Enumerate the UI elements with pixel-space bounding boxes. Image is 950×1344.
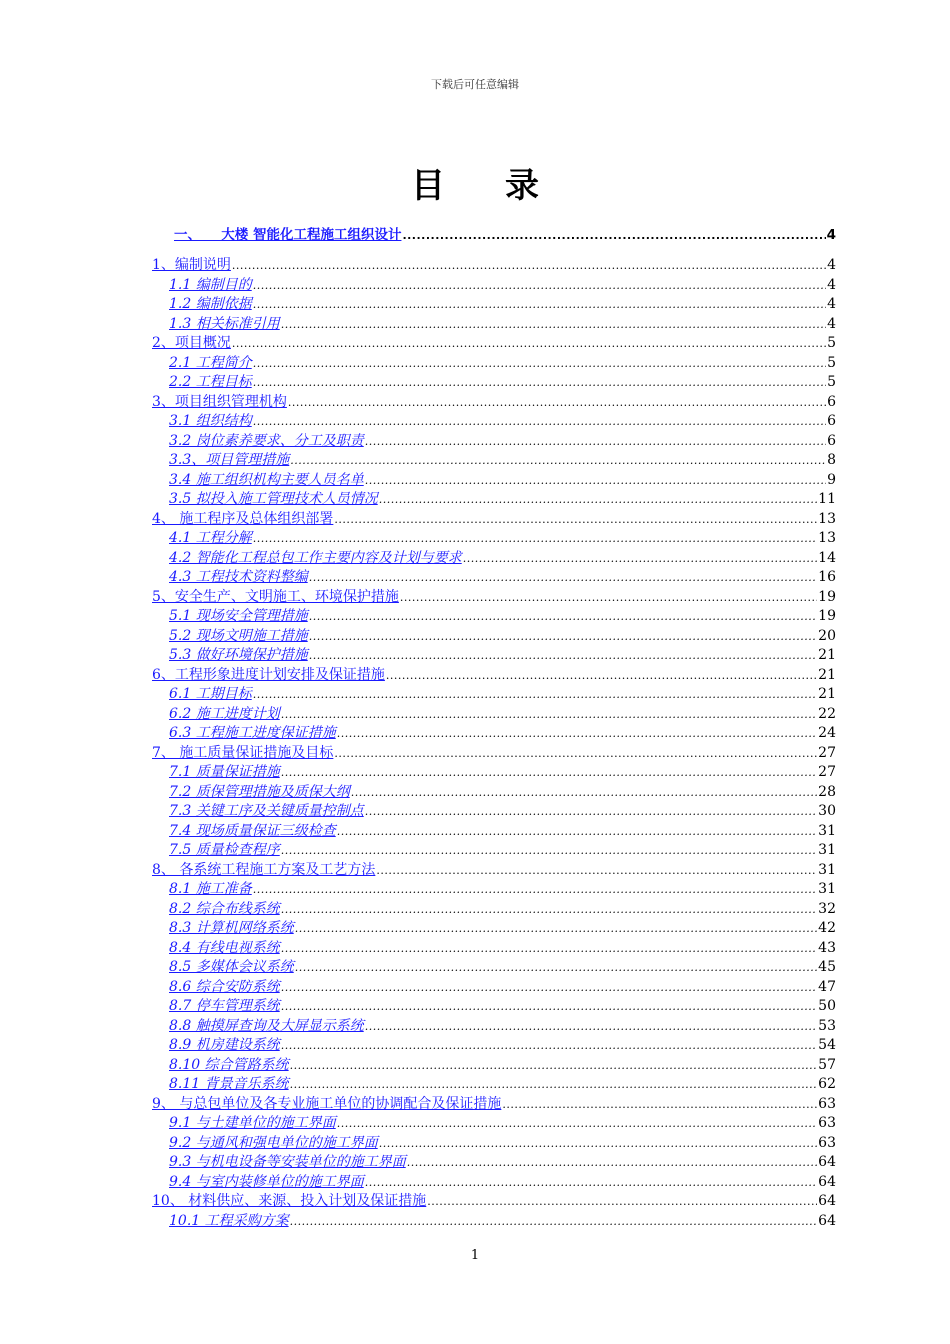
toc-subsection-entry[interactable] <box>152 373 836 393</box>
toc-leader-dots <box>337 724 817 744</box>
toc-subsection-entry[interactable] <box>152 1134 836 1154</box>
toc-entry-page: 64 <box>818 1193 836 1209</box>
toc-entry-label[interactable]: 7.4 现场质量保证三级检查 <box>169 822 336 839</box>
toc-entry-page: 4 <box>827 315 836 332</box>
toc-leader-dots <box>290 451 826 471</box>
toc-section-entry[interactable] <box>152 510 836 530</box>
toc-section-entry[interactable] <box>152 393 836 413</box>
toc-section-entry[interactable] <box>152 1095 836 1115</box>
toc-leader-dots <box>253 412 826 432</box>
toc-leader-dots <box>281 1036 817 1056</box>
toc-entry-label[interactable]: 4、 施工程序及总体组织部署 <box>152 510 334 527</box>
toc-section-entry[interactable] <box>152 334 836 354</box>
toc-subsection-entry[interactable] <box>152 880 836 900</box>
toc-entry-label[interactable]: 8.2 综合布线系统 <box>169 900 280 917</box>
toc-subsection-entry[interactable] <box>152 646 836 666</box>
toc-entry-label[interactable]: 8.10 综合管路系统 <box>169 1056 289 1073</box>
toc-leader-dots <box>281 315 826 335</box>
toc-entry-label[interactable]: 9.4 与室内装修单位的施工界面 <box>169 1173 364 1190</box>
toc-section-entry[interactable] <box>152 861 836 881</box>
toc-entry-label[interactable]: 8.8 触摸屏查询及大屏显示系统 <box>169 1017 364 1034</box>
toc-entry-page: 42 <box>818 920 836 936</box>
toc-entry-label[interactable]: 3.1 组织结构 <box>169 413 252 429</box>
toc-entry-label[interactable]: 3.2 岗位素养要求、分工及职责 <box>169 432 364 449</box>
toc-entry-page: 19 <box>818 608 836 624</box>
page-number: 1 <box>470 1248 480 1263</box>
toc-subsection-entry[interactable] <box>152 1173 836 1193</box>
toc-entry-label[interactable]: 6、工程形象进度计划安排及保证措施 <box>152 666 385 683</box>
toc-leader-dots <box>502 1095 817 1115</box>
toc-subsection-entry[interactable] <box>152 627 836 647</box>
toc-entry-page: 31 <box>818 861 836 878</box>
toc-entry-page: 4 <box>827 296 836 312</box>
toc-subsection-entry[interactable] <box>152 1056 836 1076</box>
toc-subsection-entry[interactable] <box>152 412 836 432</box>
toc-leader-dots <box>309 646 817 666</box>
toc-entry-label[interactable]: 5.1 现场安全管理措施 <box>169 608 308 624</box>
toc-entry-label[interactable]: 1.2 编制依据 <box>169 296 252 312</box>
toc-entry-label[interactable]: 8.7 停车管理系统 <box>169 998 280 1014</box>
toc-entry-page: 32 <box>818 900 836 917</box>
toc-leader-dots <box>253 529 817 549</box>
toc-entry-label[interactable]: 6.2 施工进度计划 <box>169 705 280 722</box>
toc-subsection-entry[interactable] <box>152 295 836 315</box>
toc-entry-label[interactable]: 5.3 做好环境保护措施 <box>169 647 308 663</box>
toc-subsection-entry[interactable] <box>152 783 836 803</box>
toc-entry-page: 27 <box>818 744 836 761</box>
toc-leader-dots <box>365 802 817 822</box>
toc-leader-dots <box>376 861 817 881</box>
toc-leader-dots <box>295 958 817 978</box>
toc-entry-page: 21 <box>818 686 836 702</box>
toc-entry-label[interactable]: 7.5 质量检查程序 <box>169 842 280 858</box>
toc-entry-label[interactable]: 9、 与总包单位及各专业施工单位的协调配合及保证措施 <box>152 1095 502 1112</box>
toc-leader-dots <box>281 763 817 783</box>
toc-entry-page: 31 <box>818 881 836 897</box>
toc-entry-page: 20 <box>818 627 836 644</box>
toc-subsection-entry[interactable] <box>152 724 836 744</box>
toc-leader-dots <box>365 471 826 491</box>
toc-subsection-entry[interactable] <box>152 568 836 588</box>
toc-entry-page: 31 <box>818 822 836 839</box>
toc-subsection-entry[interactable] <box>152 1075 836 1095</box>
toc-entry-page: 21 <box>818 666 836 683</box>
toc-entry-page: 54 <box>818 1037 836 1053</box>
toc-leader-dots <box>253 354 826 374</box>
toc-entry-page: 16 <box>818 569 836 585</box>
toc-subsection-entry[interactable] <box>152 451 836 471</box>
toc-entry-page: 5 <box>827 354 836 371</box>
toc-leader-dots <box>386 666 817 686</box>
toc-subsection-entry[interactable] <box>152 1036 836 1056</box>
toc-subsection-entry[interactable] <box>152 763 836 783</box>
toc-subsection-entry[interactable] <box>152 705 836 725</box>
toc-entry-label[interactable]: 2.2 工程目标 <box>169 374 252 390</box>
toc-section-entry[interactable] <box>152 744 836 764</box>
toc-leader-dots <box>281 997 817 1017</box>
toc-section-entry[interactable] <box>152 588 836 608</box>
toc-entry-page: 22 <box>818 705 836 722</box>
toc-entry-page: 5 <box>827 335 836 351</box>
toc-leader-dots <box>288 393 826 413</box>
toc-subsection-entry[interactable] <box>152 1153 836 1173</box>
toc-leader-dots <box>309 607 817 627</box>
toc-entry-page: 43 <box>818 939 836 956</box>
toc-entry-page: 53 <box>818 1017 836 1034</box>
toc-entry-page: 45 <box>818 959 836 975</box>
toc-entry-label[interactable]: 8.3 计算机网络系统 <box>169 920 294 936</box>
toc-leader-dots <box>379 490 817 510</box>
toc-leader-dots <box>351 783 817 803</box>
toc-subsection-entry[interactable] <box>152 900 836 920</box>
toc-subsection-entry[interactable] <box>152 354 836 374</box>
toc-leader-dots <box>281 705 817 725</box>
toc-entry-page: 63 <box>818 1134 836 1151</box>
toc-subsection-entry[interactable] <box>152 802 836 822</box>
toc-entry-page: 64 <box>818 1212 836 1229</box>
toc-entry-label[interactable]: 8、 各系统工程施工方案及工艺方法 <box>152 861 376 878</box>
toc-subsection-entry[interactable] <box>152 939 836 959</box>
toc-leader-dots <box>290 1212 818 1232</box>
toc-top-entry[interactable] <box>152 226 836 246</box>
toc-entry-page: 6 <box>827 393 836 410</box>
toc-entry-label[interactable]: 8.5 多媒体会议系统 <box>169 959 294 975</box>
toc-entry-label[interactable]: 7.3 关键工序及关键质量控制点 <box>169 803 364 819</box>
toc-entry-label[interactable]: 10、 材料供应、来源、投入计划及保证措施 <box>152 1193 427 1209</box>
toc-entry-page: 14 <box>818 549 836 566</box>
title-char-1: 目 <box>411 166 445 206</box>
toc-leader-dots <box>290 1075 818 1095</box>
toc-entry-label[interactable]: 10.1 工程采购方案 <box>169 1212 289 1229</box>
toc-entry-label[interactable]: 4.3 工程技术资料整编 <box>169 569 308 585</box>
toc-leader-dots <box>281 939 817 959</box>
toc-leader-dots <box>365 1017 817 1037</box>
toc-entry-label[interactable]: 9.3 与机电设备等安装单位的施工界面 <box>169 1154 406 1170</box>
toc-entry-label[interactable]: 8.11 背景音乐系统 <box>169 1076 289 1092</box>
toc-entry-page: 28 <box>818 783 836 800</box>
toc-entry-label[interactable]: 5、安全生产、文明施工、环境保护措施 <box>152 588 399 605</box>
toc-entry-label[interactable]: 8.6 综合安防系统 <box>169 978 280 995</box>
toc-leader-dots <box>253 373 826 393</box>
toc-subsection-entry[interactable] <box>152 822 836 842</box>
toc-entry-label[interactable]: 7.2 质保管理措施及质保大纲 <box>169 783 350 800</box>
toc-subsection-entry[interactable] <box>152 958 836 978</box>
toc-entry-page: 30 <box>818 803 836 819</box>
toc-subsection-entry[interactable] <box>152 841 836 861</box>
toc-entry-page: 13 <box>818 510 836 527</box>
toc-entry-label[interactable]: 2、项目概况 <box>152 335 231 351</box>
toc-entry-page: 6 <box>827 432 836 449</box>
toc-subsection-entry[interactable] <box>152 1212 836 1232</box>
toc-entry-label[interactable]: 6.1 工期目标 <box>169 686 252 702</box>
toc-subsection-entry[interactable] <box>152 529 836 549</box>
toc-entry-page: 27 <box>818 764 836 780</box>
page-title <box>0 158 950 207</box>
toc-entry-page: 6 <box>827 413 836 429</box>
toc-subsection-entry[interactable] <box>152 607 836 627</box>
toc-leader-dots <box>400 588 817 608</box>
toc-leader-dots <box>337 822 817 842</box>
toc-entry-label[interactable]: 1.1 编制目的 <box>169 276 252 293</box>
toc-entry-label[interactable]: 9.1 与土建单位的施工界面 <box>169 1115 336 1131</box>
toc-entry-page: 47 <box>818 978 836 995</box>
toc-top-label[interactable]: 一、 大楼 智能化工程施工组织设计 <box>174 227 402 243</box>
toc-subsection-entry[interactable] <box>152 549 836 569</box>
toc-entry-label[interactable]: 6.3 工程施工进度保证措施 <box>169 725 336 741</box>
toc-leader-dots <box>290 1056 818 1076</box>
toc-entry-label[interactable]: 8.4 有线电视系统 <box>169 939 280 956</box>
toc-entry-page: 8 <box>827 452 836 468</box>
toc-entry-label[interactable]: 7.1 质量保证措施 <box>169 764 280 780</box>
toc-leader-dots <box>365 432 826 452</box>
toc-leader-dots <box>337 1114 817 1134</box>
toc-leader-dots <box>253 685 817 705</box>
toc-entry-page: 4 <box>827 276 836 293</box>
toc-entry-label[interactable]: 1.3 相关标准引用 <box>169 315 280 332</box>
table-of-contents <box>152 226 836 1231</box>
toc-leader-dots <box>309 568 817 588</box>
toc-entry-page: 50 <box>818 998 836 1014</box>
toc-entry-label[interactable]: 4.2 智能化工程总包工作主要内容及计划与要求 <box>169 549 462 566</box>
toc-subsection-entry[interactable] <box>152 1114 836 1134</box>
toc-entry-label[interactable]: 7、 施工质量保证措施及目标 <box>152 744 334 761</box>
toc-leader-dots <box>232 334 826 354</box>
toc-entry-page: 64 <box>818 1173 836 1190</box>
toc-leader-dots <box>334 744 817 764</box>
toc-entry-page: 9 <box>827 471 836 488</box>
toc-leader-dots <box>379 1134 817 1154</box>
toc-top-page: 4 <box>826 227 836 243</box>
toc-leader-dots <box>253 276 826 296</box>
toc-entry-page: 21 <box>818 647 836 663</box>
toc-subsection-entry[interactable] <box>152 315 836 335</box>
toc-entry-label[interactable]: 8.9 机房建设系统 <box>169 1037 280 1053</box>
toc-leader-dots <box>309 627 817 647</box>
toc-subsection-entry[interactable] <box>152 685 836 705</box>
toc-entry-page: 62 <box>818 1076 836 1092</box>
toc-entry-page: 63 <box>818 1095 836 1112</box>
toc-subsection-entry[interactable] <box>152 471 836 491</box>
toc-leader-dots <box>253 880 817 900</box>
toc-entry-label[interactable]: 2.1 工程简介 <box>169 354 252 371</box>
toc-leader-dots <box>295 919 817 939</box>
toc-entry-page: 24 <box>818 725 836 741</box>
toc-entry-label[interactable]: 1、编制说明 <box>152 257 231 273</box>
toc-subsection-entry[interactable] <box>152 490 836 510</box>
toc-entry-page: 57 <box>818 1056 836 1073</box>
toc-leader-dots <box>232 256 826 276</box>
toc-leader-dots <box>463 549 817 569</box>
toc-subsection-entry[interactable] <box>152 997 836 1017</box>
toc-entry-page: 19 <box>818 588 836 605</box>
toc-entry-label[interactable]: 3.5 拟投入施工管理技术人员情况 <box>169 491 378 507</box>
toc-entry-page: 4 <box>827 257 836 273</box>
toc-entry-page: 64 <box>818 1154 836 1170</box>
toc-leader-dots <box>281 978 817 998</box>
toc-subsection-entry[interactable] <box>152 276 836 296</box>
toc-subsection-entry[interactable] <box>152 978 836 998</box>
toc-entry-page: 13 <box>818 530 836 546</box>
toc-leader-dots <box>334 510 817 530</box>
toc-leader-dots <box>253 295 826 315</box>
toc-entry-page: 63 <box>818 1115 836 1131</box>
toc-entry-label[interactable]: 9.2 与通风和强电单位的施工界面 <box>169 1134 378 1151</box>
toc-entry-label[interactable]: 3、项目组织管理机构 <box>152 393 287 410</box>
toc-leader-dots <box>365 1173 817 1193</box>
toc-subsection-entry[interactable] <box>152 432 836 452</box>
toc-section-entry[interactable] <box>152 256 836 276</box>
toc-entry-label[interactable]: 3.3、项目管理措施 <box>169 452 290 468</box>
toc-leader-dots <box>407 1153 817 1173</box>
toc-entry-label[interactable]: 4.1 工程分解 <box>169 530 252 546</box>
toc-leader-dots <box>402 226 825 246</box>
toc-entry-page: 5 <box>827 374 836 390</box>
page-header: 下载后可任意编辑 <box>431 78 519 91</box>
title-char-2: 录 <box>505 166 539 206</box>
toc-leader-dots <box>281 900 817 920</box>
toc-subsection-entry[interactable] <box>152 919 836 939</box>
toc-entry-page: 31 <box>818 842 836 858</box>
toc-leader-dots <box>427 1192 817 1212</box>
toc-entry-label[interactable]: 5.2 现场文明施工措施 <box>169 627 308 644</box>
toc-entry-label[interactable]: 8.1 施工准备 <box>169 881 252 897</box>
toc-section-entry[interactable] <box>152 666 836 686</box>
toc-subsection-entry[interactable] <box>152 1017 836 1037</box>
toc-entry-page: 11 <box>818 491 836 507</box>
toc-section-entry[interactable] <box>152 1192 836 1212</box>
toc-entry-label[interactable]: 3.4 施工组织机构主要人员名单 <box>169 471 364 488</box>
toc-leader-dots <box>281 841 817 861</box>
